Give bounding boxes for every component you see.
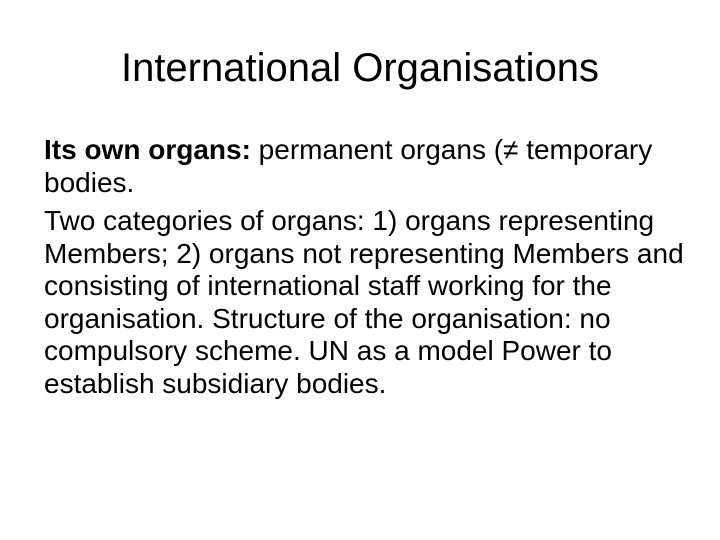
slide-body xyxy=(44,134,694,406)
slide-title: International Organisations xyxy=(120,46,600,90)
paragraph-categories: Two categories of organs: 1) organs representing Members; 2) organs not representing Members and consisting of international staff working for the organisation. Structure of the organisation: no compulsory scheme. UN as a model Power to establish subsidiary bodies. xyxy=(44,205,684,399)
own-organs-heading: Its own organs: xyxy=(44,134,251,165)
paragraph-own-organs xyxy=(44,134,694,199)
own-organs-text: permanent organs (≠ temporary bodies. xyxy=(44,134,653,198)
